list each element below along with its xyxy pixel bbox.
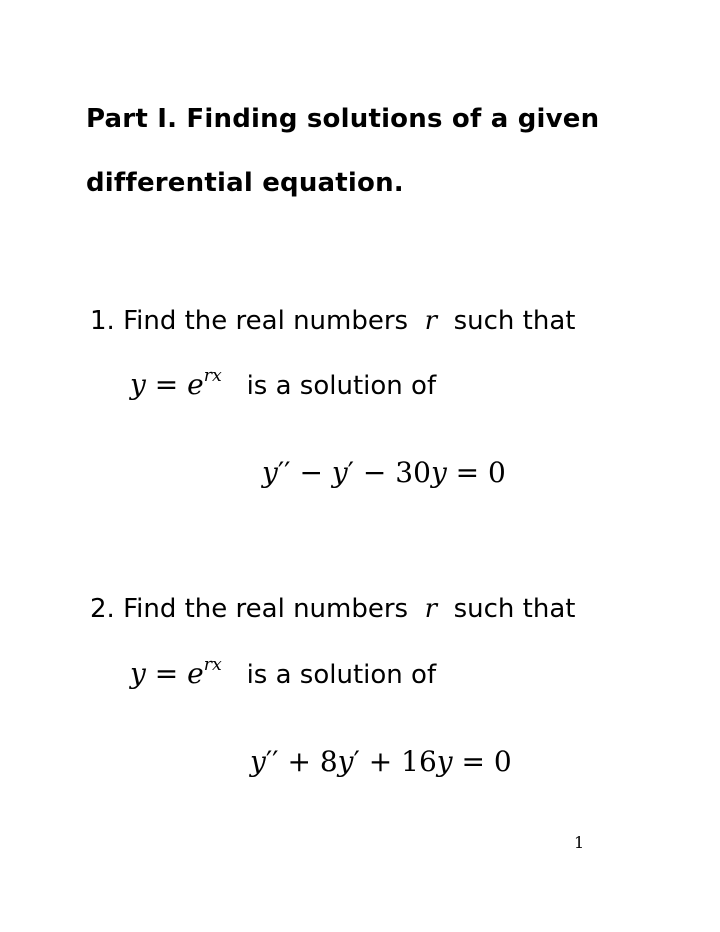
heading-line-2: differential equation. xyxy=(86,168,404,198)
problem-1-trial-solution: $y = e^{rx}$ xyxy=(130,365,222,401)
problem-2-trial-solution: $y = e^{rx}$ xyxy=(130,654,222,690)
problem-2-line-2 xyxy=(130,654,437,690)
problem-1-line-1 xyxy=(90,306,575,336)
problem-2-equation: y′′ + 8y′ + 16y = 0 xyxy=(250,745,512,778)
problem-1-text-c: is a solution of xyxy=(246,371,437,401)
problem-2-number: 2. xyxy=(90,594,115,624)
problem-2-variable: r xyxy=(424,594,438,624)
problem-2-text-c: is a solution of xyxy=(246,660,437,690)
problem-1-line-2 xyxy=(130,365,437,401)
problem-1-text-b: such that xyxy=(453,306,576,336)
problem-2-text-b: such that xyxy=(453,594,576,624)
problem-2-line-1 xyxy=(90,594,575,624)
problem-1-equation: y′′ − y′ − 30y = 0 xyxy=(262,456,506,489)
problem-1-number: 1. xyxy=(90,306,115,336)
problem-1-variable: r xyxy=(424,306,438,336)
page-number: 1 xyxy=(574,833,585,852)
problem-2-text-a: Find the real numbers xyxy=(123,594,409,624)
heading-line-1: Part I. Finding solutions of a given xyxy=(86,104,600,134)
problem-1-text-a: Find the real numbers xyxy=(123,306,409,336)
